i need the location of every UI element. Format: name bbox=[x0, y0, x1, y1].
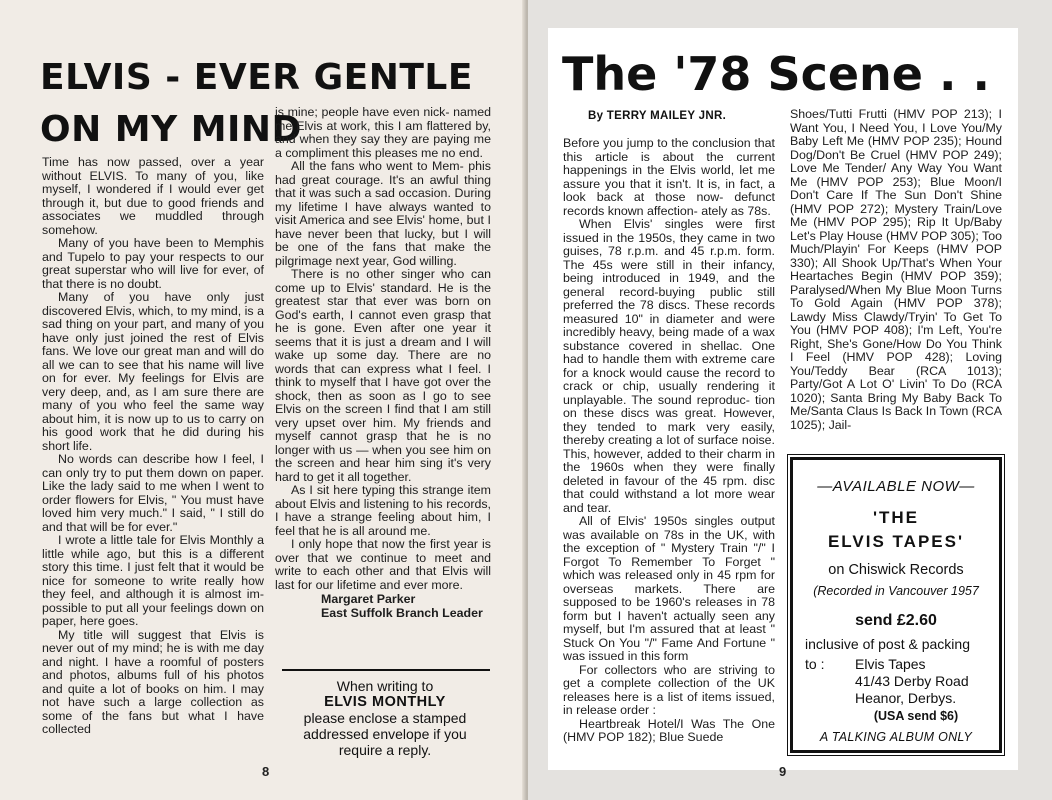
signature-name: Margaret Parker bbox=[321, 592, 416, 606]
paragraph: For collectors who are striving to get a complete collection of the UK releases here is a list of items issued, in release order : bbox=[563, 662, 775, 717]
notice-line: require a reply. bbox=[338, 742, 432, 758]
paragraph: I wrote a little tale for Elvis Monthly a little while ago, but this is a different story this time. I just felt that it would be nice for someone to write really how they feel, and although it is almost im- possible to put all your feelings down on paper, here goes. bbox=[42, 533, 264, 628]
paragraph: Before you jump to the conclusion that this article is about the current happenings in the Elvis world, let me assure you that it isn't. It is, in fact, a look back at those now- defunct records known affection- ately as 78s. bbox=[563, 136, 775, 218]
paragraph: Shoes/Tutti Frutti (HMV POP 213); I Want You, I Need You, I Love You/My Baby Left Me (HMV POP 235); Hound Dog/Don't Be Cruel (HMV POP 249); Love Me Tender/ Any Way You Want Me (HMV POP 253); Blue Moon/I Don't Care If The Sun Don't Shine (HMV POP 272); Mystery Train/Love Me (HMV POP 295); Rip It Up/Baby Let's Play House (HMV POP 305); Too Much/Playin' For Keeps (HMV POP 330); All Shook Up/That's When Your Heartaches Begin (HMV POP 359); Paralysed/When My Blue Moon Turns To Gold Again (HMV POP 378); Lawdy Miss Clawdy/Tryin' To Get To You (HMV POP 408); I'm Left, You're Right, She's Gone/How Do You Think I Feel (HMV POP 428); Loving You/Teddy Bear (RCA 1013); Party/Got A Lot O' Livin' To Do (RCA 1020); Santa Bring My Baby Back To Me/Santa Claus Is Back In Town (RCA 1025); Jail- bbox=[790, 107, 1002, 432]
ad-talking-album: A TALKING ALBUM ONLY bbox=[819, 730, 973, 744]
paragraph: I only hope that now the first year is over that we continue to meet and write to each other and that Elvis will last for our lifetime and ever more. bbox=[275, 537, 491, 592]
page-number: 8 bbox=[262, 764, 270, 779]
ad-title-line-2: ELVIS TAPES' bbox=[827, 532, 965, 551]
ad-to: to : bbox=[805, 656, 825, 672]
ad-address-line-1: Elvis Tapes bbox=[855, 656, 926, 672]
right-column-1 bbox=[563, 137, 775, 745]
paragraph: No words can describe how I feel, I can only try to put them down on paper. Like the lady said to me when I went to order flowers for Elvis, " You must have loved him very much." I said, " I still do and that will be for ever." bbox=[42, 452, 264, 534]
signature-role: East Suffolk Branch Leader bbox=[321, 605, 483, 620]
paragraph: is mine; people have even nick- named me Elvis at work, this I am flattered by, and when they say they are paying me a compliment this pleases me no end. bbox=[275, 105, 491, 160]
right-column-2 bbox=[790, 108, 1002, 432]
paragraph: There is no other singer who can come up to Elvis' standard. He is the greatest star that ever was born on God's earth, I cannot even grasp that he is gone. Even after one year it seems that it is just a dream and I will wake up some day. There are no words that can express what I feel. I think to myself that I have got over the shock, then as soon as I go to see Elvis on the screen I find that I am still very upset over him. My friends and myself cannot grasp that he is no longer with us — when you see him on the screen and hear him sing it's very hard to get it all together. bbox=[275, 267, 491, 484]
ad-inclusive: inclusive of post & packing bbox=[805, 636, 970, 652]
paragraph: When Elvis' singles were first issued in the 1950s, they came in two guises, 78 r.p.m. and 45 r.p.m. form. The 45s were still in their infancy, being introduced in 1949, and the general record-buying public still preferred the 78 discs. These records measured 10" in diameter and were incredibly heavy, being made of a wax substance covered in shellac. One had to handle them with extreme care for a knock would cause the record to crack or chip, usually rendering it unplayable. The sound reproduc- tion on these discs was great. However, they tended to mark very easily, thereby creating a lot of surface noise. This, however, added to their charm in the 1960s when they were finally deleted in favour of the 45 rpm. disc that could withstand a lot more wear and tear. bbox=[563, 217, 775, 515]
ad-address-line-3: Heanor, Derbys. bbox=[855, 690, 957, 706]
ad-usa-price: (USA send $6) bbox=[873, 709, 959, 723]
ad-address-line-2: 41/43 Derby Road bbox=[855, 673, 969, 689]
paragraph: Many of you have been to Memphis and Tupelo to pay your respects to our great superstar who will live for ever, of that there is no doubt. bbox=[42, 236, 264, 291]
right-headline: The '78 Scene . . bbox=[562, 47, 990, 101]
left-column-2 bbox=[275, 106, 491, 620]
notice-box bbox=[282, 678, 488, 758]
paragraph: All of Elvis' 1950s singles output was available on 78s in the UK, with the exception of " Mystery Train "/" I Forgot To Remember To Forget " which was released only in 45 rpm for overseas markets. There are supposed to be 1960's releases in 78 form but I haven't actually seen any myself, but I'm assured that at least " Stuck On You "/" Fame And Fortune " was issued in this form bbox=[563, 514, 775, 663]
notice-line: addressed envelope if you bbox=[303, 726, 467, 742]
paragraph: My title will suggest that Elvis is never out of my mind; he is with me day and night. I have a roomful of posters and photos, albums full of his photos and quite a lot of books on him. I may not have such a large collection as some of the fans but what I have collected bbox=[42, 627, 264, 736]
paragraph: Many of you have only just discovered Elvis, which, to my mind, is a sad thing on your part, and many of you have only just joined the rest of Elvis fans. We love our great man and will do all we can to see that his name will live on for ever. My feelings for Elvis are very deep, and, as I am sure there are many of you who feel the same way about him, it is now up to us to carry on his good work that he did during his short life. bbox=[42, 290, 264, 453]
ad-available: —AVAILABLE NOW— bbox=[817, 478, 975, 495]
byline: By TERRY MAILEY JNR. bbox=[588, 110, 727, 122]
paragraph: Heartbreak Hotel/I Was The One (HMV POP 182); Blue Suede bbox=[563, 716, 775, 744]
ad-price: send £2.60 bbox=[855, 612, 937, 629]
paragraph: As I sit here typing this strange item about Elvis and listening to his records, I have a strange feeling about him, I feel that he is all around me. bbox=[275, 483, 491, 538]
paragraph: All the fans who went to Mem- phis had great courage. It's an awful thing that it was such a sad occasion. During my lifetime I have always wanted to visit America and see Elvis' home, but I have never been that lucky, but I will be one of the fans that make the pilgrimage next year, God willing. bbox=[275, 159, 491, 268]
elvis-tapes-advert bbox=[790, 457, 1002, 753]
ad-title-line-1: 'THE bbox=[872, 508, 920, 527]
page-number: 9 bbox=[779, 764, 787, 779]
left-headline: ELVIS - EVER GENTLE ON MY MIND bbox=[40, 57, 473, 150]
notice-line: When writing to bbox=[336, 678, 434, 694]
notice-title: ELVIS MONTHLY bbox=[324, 694, 446, 710]
left-column-1 bbox=[42, 156, 264, 737]
ad-label: on Chiswick Records bbox=[828, 562, 964, 578]
notice-line: please enclose a stamped bbox=[303, 710, 467, 726]
paragraph: Time has now passed, over a year without ELVIS. To many of you, like myself, I wondered if I would ever get through it, but due to good friends and associates we muddled through somehow. bbox=[42, 155, 264, 237]
divider bbox=[282, 669, 490, 671]
ad-recorded: (Recorded in Vancouver 1957 bbox=[813, 584, 979, 598]
